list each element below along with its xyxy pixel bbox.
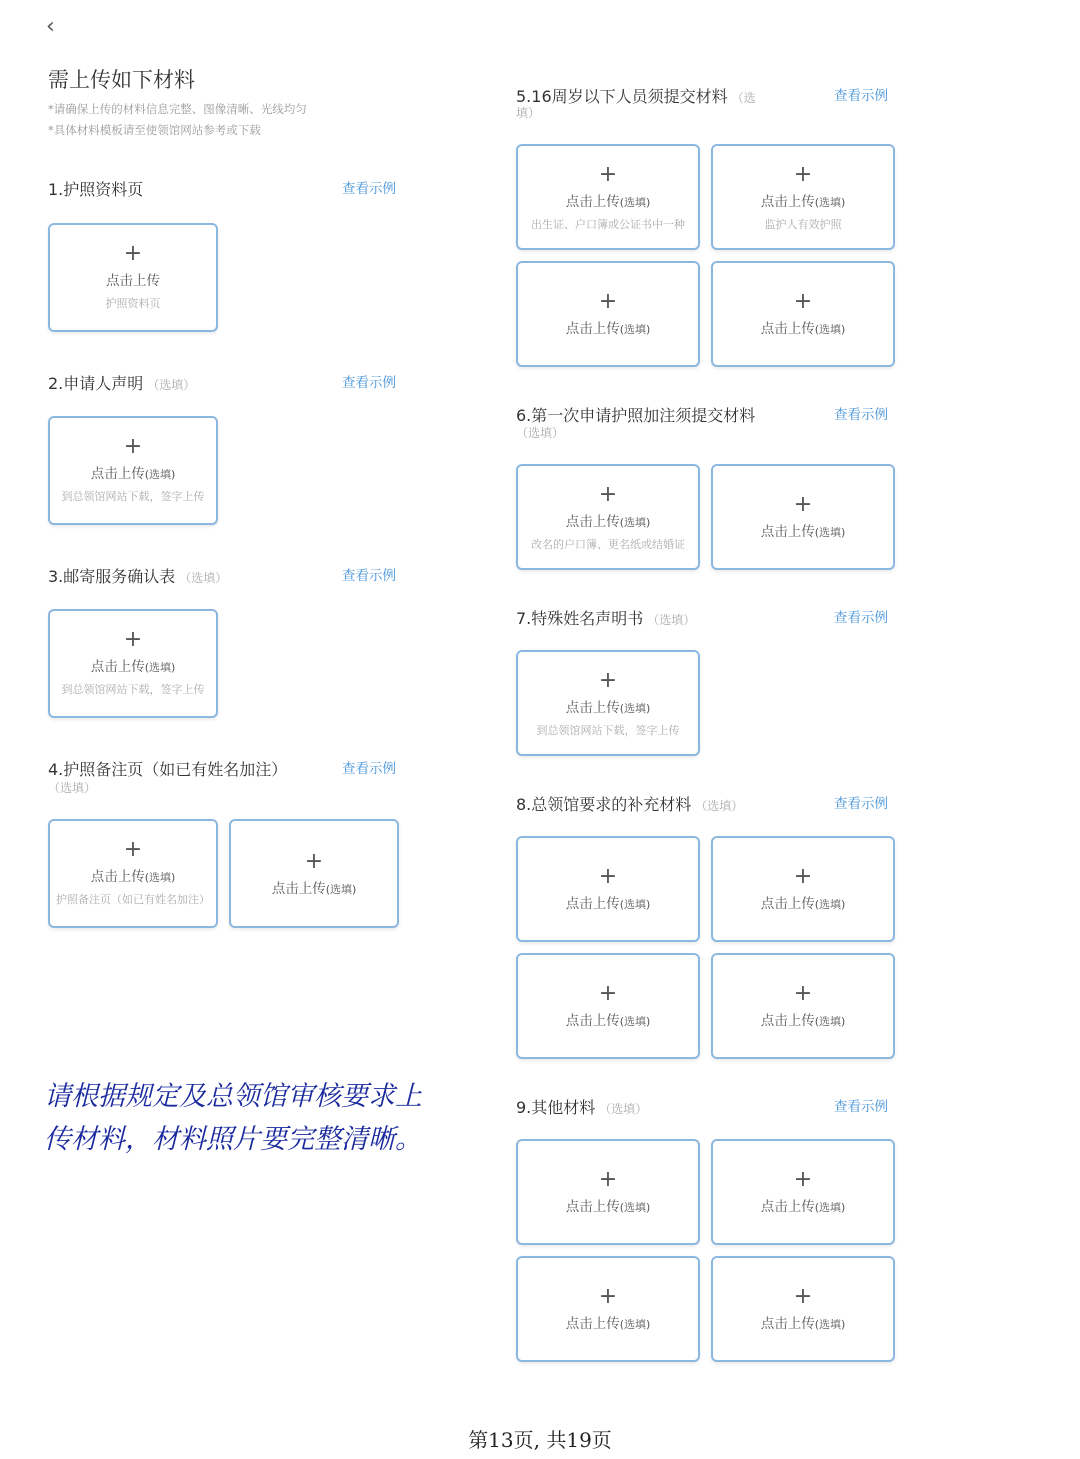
plus-icon: + bbox=[123, 837, 143, 862]
upload-box[interactable] bbox=[48, 609, 218, 718]
upload-box[interactable] bbox=[516, 836, 700, 942]
plus-icon: + bbox=[598, 289, 618, 314]
upload-label: 点击上传(选填) bbox=[760, 524, 846, 540]
upload-box[interactable] bbox=[48, 223, 218, 332]
plus-icon: + bbox=[793, 162, 813, 187]
section-5-title: 5.16周岁以下人员须提交材料 （选 bbox=[516, 87, 756, 106]
section-9-example-link[interactable]: 查看示例 bbox=[834, 1099, 888, 1115]
plus-icon: + bbox=[123, 627, 143, 652]
plus-icon: + bbox=[123, 241, 143, 266]
upload-label: 点击上传(选填) bbox=[565, 194, 651, 210]
upload-label: 点击上传(选填) bbox=[760, 194, 846, 210]
plus-icon: + bbox=[598, 1167, 618, 1192]
section-3-title: 3.邮寄服务确认表 （选填） bbox=[48, 567, 228, 586]
upload-box[interactable] bbox=[516, 261, 700, 367]
upload-box[interactable] bbox=[516, 953, 700, 1059]
upload-box[interactable] bbox=[229, 819, 399, 928]
upload-hint: 出生证、户口簿或公证书中一种 bbox=[531, 218, 685, 231]
upload-hint: 到总领馆网站下载，签字上传 bbox=[61, 490, 205, 503]
section-6-title: 6.第一次申请护照加注须提交材料 bbox=[516, 406, 756, 425]
upload-box[interactable] bbox=[711, 953, 895, 1059]
upload-box[interactable] bbox=[516, 464, 700, 570]
upload-box[interactable] bbox=[711, 144, 895, 250]
upload-label: 点击上传(选填) bbox=[760, 1013, 846, 1029]
upload-box[interactable] bbox=[516, 144, 700, 250]
section-8-example-link[interactable]: 查看示例 bbox=[834, 796, 888, 812]
section-6-example-link[interactable]: 查看示例 bbox=[834, 407, 888, 423]
upload-label: 点击上传(选填) bbox=[565, 896, 651, 912]
plus-icon: + bbox=[793, 1284, 813, 1309]
section-1-example-link[interactable]: 查看示例 bbox=[342, 181, 396, 197]
section-8-title: 8.总领馆要求的补充材料 （选填） bbox=[516, 795, 744, 814]
upload-box[interactable] bbox=[516, 650, 700, 756]
upload-label: 点击上传(选填) bbox=[271, 881, 357, 897]
upload-label: 点击上传(选填) bbox=[760, 896, 846, 912]
upload-label: 点击上传(选填) bbox=[565, 321, 651, 337]
upload-label: 点击上传(选填) bbox=[760, 1199, 846, 1215]
upload-label: 点击上传(选填) bbox=[565, 1316, 651, 1332]
chevron-left-icon: ‹ bbox=[46, 14, 55, 39]
section-2-title: 2.申请人声明 （选填） bbox=[48, 374, 196, 393]
upload-hint: 到总领馆网站下载，签字上传 bbox=[536, 724, 680, 737]
plus-icon: + bbox=[598, 162, 618, 187]
upload-label: 点击上传(选填) bbox=[90, 659, 176, 675]
section-5-example-link[interactable]: 查看示例 bbox=[834, 88, 888, 104]
section-4-title: 4.护照备注页（如已有姓名加注） bbox=[48, 760, 288, 779]
upload-label: 点击上传(选填) bbox=[565, 1199, 651, 1215]
plus-icon: + bbox=[793, 492, 813, 517]
section-3-example-link[interactable]: 查看示例 bbox=[342, 568, 396, 584]
upload-box[interactable] bbox=[711, 261, 895, 367]
upload-label: 点击上传(选填) bbox=[90, 466, 176, 482]
plus-icon: + bbox=[598, 864, 618, 889]
blue-note: 请根据规定及总领馆审核要求上传材料，材料照片要完整清晰。 bbox=[44, 1081, 422, 1155]
upload-label: 点击上传(选填) bbox=[760, 321, 846, 337]
upload-label: 点击上传(选填) bbox=[565, 514, 651, 530]
section-7-title: 7.特殊姓名声明书 （选填） bbox=[516, 609, 696, 628]
upload-box[interactable] bbox=[48, 819, 218, 928]
plus-icon: + bbox=[793, 289, 813, 314]
note-line-2: *具体材料模板请至使领馆网站参考或下载 bbox=[48, 123, 261, 137]
upload-hint: 到总领馆网站下载，签字上传 bbox=[61, 683, 205, 696]
upload-box[interactable] bbox=[711, 1139, 895, 1245]
upload-label: 点击上传 bbox=[106, 273, 160, 289]
upload-label: 点击上传(选填) bbox=[90, 869, 176, 885]
section-6-optional: （选填） bbox=[516, 426, 565, 440]
upload-box[interactable] bbox=[48, 416, 218, 525]
plus-icon: + bbox=[793, 864, 813, 889]
plus-icon: + bbox=[793, 1167, 813, 1192]
page-number: 第13页, 共19页 bbox=[468, 1428, 612, 1452]
section-7-example-link[interactable]: 查看示例 bbox=[834, 610, 888, 626]
upload-box[interactable] bbox=[711, 836, 895, 942]
section-4-optional: （选填） bbox=[48, 781, 97, 795]
upload-hint: 护照备注页（如已有姓名加注） bbox=[56, 893, 210, 906]
upload-label: 点击上传(选填) bbox=[565, 700, 651, 716]
upload-hint: 改名的户口簿、更名纸或结婚证 bbox=[531, 538, 685, 551]
plus-icon: + bbox=[793, 981, 813, 1006]
section-9-title: 9.其他材料 （选填） bbox=[516, 1098, 648, 1117]
section-4-example-link[interactable]: 查看示例 bbox=[342, 761, 396, 777]
plus-icon: + bbox=[598, 668, 618, 693]
plus-icon: + bbox=[123, 434, 143, 459]
upload-box[interactable] bbox=[711, 464, 895, 570]
plus-icon: + bbox=[304, 849, 324, 874]
upload-box[interactable] bbox=[516, 1256, 700, 1362]
plus-icon: + bbox=[598, 981, 618, 1006]
plus-icon: + bbox=[598, 1284, 618, 1309]
upload-hint: 监护人有效护照 bbox=[764, 218, 842, 231]
upload-label: 点击上传(选填) bbox=[760, 1316, 846, 1332]
upload-hint: 护照资料页 bbox=[105, 297, 161, 310]
upload-box[interactable] bbox=[711, 1256, 895, 1362]
note-line-1: *请确保上传的材料信息完整、图像清晰、光线均匀 bbox=[48, 102, 307, 116]
section-2-example-link[interactable]: 查看示例 bbox=[342, 375, 396, 391]
upload-box[interactable] bbox=[516, 1139, 700, 1245]
plus-icon: + bbox=[598, 482, 618, 507]
back-button[interactable] bbox=[46, 14, 66, 40]
page-title: 需上传如下材料 bbox=[48, 68, 195, 92]
section-5-optional-cont: 填） bbox=[516, 106, 541, 120]
section-1-title: 1.护照资料页 bbox=[48, 180, 144, 199]
upload-label: 点击上传(选填) bbox=[565, 1013, 651, 1029]
